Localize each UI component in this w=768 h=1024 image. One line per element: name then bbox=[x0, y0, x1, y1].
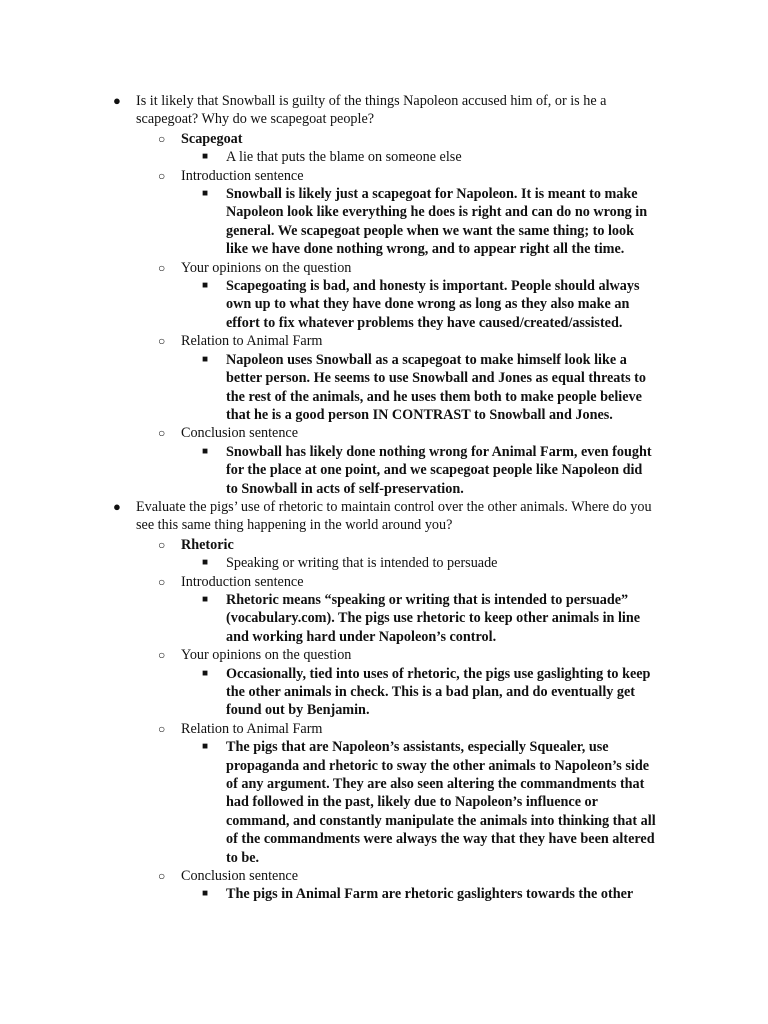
section-item bbox=[136, 573, 656, 647]
detail-bullet: ■ bbox=[202, 888, 209, 900]
section-item bbox=[136, 720, 656, 867]
section-label: Relation to Animal Farm bbox=[181, 720, 323, 737]
detail-bullet: ■ bbox=[202, 667, 209, 679]
section-bullet: ○ bbox=[158, 334, 166, 349]
question-item bbox=[0, 498, 656, 904]
section-bullet: ○ bbox=[158, 721, 166, 736]
detail-bullet: ■ bbox=[202, 151, 209, 163]
detail-bullet: ■ bbox=[202, 593, 209, 605]
section-label: Rhetoric bbox=[181, 536, 234, 553]
question-list bbox=[0, 92, 768, 904]
section-label: Your opinions on the question bbox=[181, 647, 352, 664]
detail-list bbox=[181, 443, 656, 498]
section-label: Conclusion sentence bbox=[181, 868, 299, 885]
question-bullet: ● bbox=[113, 93, 121, 108]
detail-text: Occasionally, tied into uses of rhetoric, the pigs use gaslighting to keep the other animals in check. This is a bad plan, and do eventually get found out by Benjamin. bbox=[226, 665, 651, 719]
detail-list bbox=[181, 351, 656, 425]
detail-text: Napoleon uses Snowball as a scapegoat to make himself look like a better person. He seems to use Snowball and Jones as equal threats to the rest of the animals, and he uses them both to make people believe that he is a good person IN CONTRAST to Snowball and Jones. bbox=[226, 351, 646, 423]
detail-item bbox=[181, 443, 656, 498]
detail-text: The pigs in Animal Farm are rhetoric gaslighters towards the other bbox=[226, 886, 634, 903]
section-bullet: ○ bbox=[158, 260, 166, 275]
detail-bullet: ■ bbox=[202, 353, 209, 365]
detail-bullet: ■ bbox=[202, 188, 209, 200]
detail-text: Scapegoating is bad, and honesty is important. People should always own up to what they have done wrong as long as they also make an effort to fix whatever problems they have caused/created/assisted. bbox=[226, 278, 640, 331]
section-label: Your opinions on the question bbox=[181, 259, 352, 276]
section-item bbox=[136, 332, 656, 424]
section-bullet: ○ bbox=[158, 426, 166, 441]
detail-bullet: ■ bbox=[202, 280, 209, 292]
section-item bbox=[136, 424, 656, 498]
detail-text: The pigs that are Napoleon’s assistants, especially Squealer, use propaganda and rhetoric to sway the other animals to Napoleon’s side of any argument. They are also seen altering the commandments that had followed in the past, likely due to Napoleon’s influence or command, and constantly manipulate the animals into thinking that all of the commandments were always the way that they have been altered to be. bbox=[226, 739, 656, 866]
detail-list bbox=[181, 185, 656, 259]
section-bullet: ○ bbox=[158, 648, 166, 663]
detail-list bbox=[181, 665, 656, 720]
section-item bbox=[136, 867, 656, 904]
section-bullet: ○ bbox=[158, 869, 166, 884]
section-bullet: ○ bbox=[158, 537, 166, 552]
detail-list bbox=[181, 554, 656, 572]
section-label: Conclusion sentence bbox=[181, 425, 299, 442]
section-item bbox=[136, 259, 656, 333]
section-item bbox=[136, 130, 656, 167]
detail-item bbox=[181, 885, 656, 903]
section-label: Scapegoat bbox=[181, 130, 243, 147]
section-item bbox=[136, 646, 656, 720]
detail-item bbox=[181, 148, 656, 166]
question-text: Evaluate the pigs’ use of rhetoric to maintain control over the other animals. Where do you see this same thing happening in the world around you? bbox=[136, 498, 652, 534]
detail-bullet: ■ bbox=[202, 445, 209, 457]
section-bullet: ○ bbox=[158, 574, 166, 589]
detail-item bbox=[181, 591, 656, 646]
detail-item bbox=[181, 185, 656, 259]
detail-list bbox=[181, 885, 656, 903]
detail-item bbox=[181, 554, 656, 572]
detail-text: Speaking or writing that is intended to persuade bbox=[226, 555, 498, 572]
section-label: Relation to Animal Farm bbox=[181, 333, 323, 350]
section-label: Introduction sentence bbox=[181, 573, 304, 590]
section-label: Introduction sentence bbox=[181, 167, 304, 184]
detail-item bbox=[181, 277, 656, 332]
detail-bullet: ■ bbox=[202, 741, 209, 753]
section-item bbox=[136, 167, 656, 259]
detail-text: Snowball has likely done nothing wrong for Animal Farm, even fought for the place at one point, and we scapegoat people like Napoleon did to Snowball in acts of self-preservation. bbox=[226, 443, 652, 497]
detail-item bbox=[181, 665, 656, 720]
detail-list bbox=[181, 738, 656, 867]
detail-list bbox=[181, 148, 656, 166]
question-item bbox=[0, 92, 656, 498]
section-bullet: ○ bbox=[158, 168, 166, 183]
detail-text: Rhetoric means “speaking or writing that is intended to persuade” (vocabulary.com). The pigs use rhetoric to keep other animals in line and working hard under Napoleon’s control. bbox=[226, 591, 641, 645]
detail-text: A lie that puts the blame on someone else bbox=[226, 149, 462, 166]
question-text: Is it likely that Snowball is guilty of the things Napoleon accused him of, or is he a scapegoat? Why do we scapegoat people? bbox=[136, 93, 607, 128]
detail-text: Snowball is likely just a scapegoat for Napoleon. It is meant to make Napoleon look like everything he does is right and can do no wrong in general. We scapegoat people when we want the same thing; to look like we have done nothing wrong, and to appear right all the time. bbox=[226, 186, 648, 258]
detail-bullet: ■ bbox=[202, 557, 209, 569]
detail-item bbox=[181, 351, 656, 425]
detail-item bbox=[181, 738, 656, 867]
section-bullet: ○ bbox=[158, 131, 166, 146]
detail-list bbox=[181, 591, 656, 646]
section-item bbox=[136, 536, 656, 573]
detail-list bbox=[181, 277, 656, 332]
question-bullet: ● bbox=[113, 498, 121, 514]
section-list bbox=[136, 130, 656, 498]
section-list bbox=[136, 536, 656, 904]
